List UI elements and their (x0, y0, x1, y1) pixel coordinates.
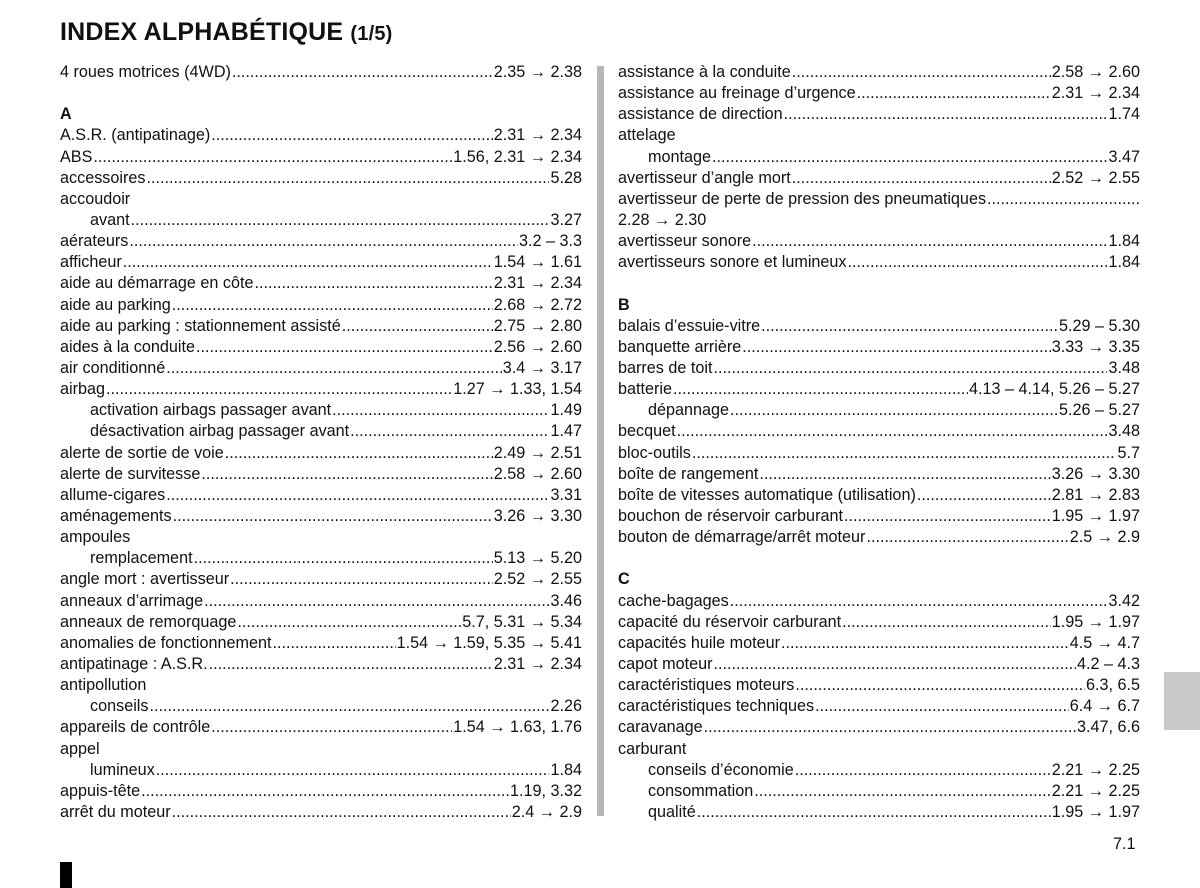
entry-page-ref: 1.54 → 1.59, 5.35 → 5.41 (396, 633, 582, 652)
index-entry (618, 83, 1140, 104)
index-column-left (60, 62, 582, 823)
dot-leader (272, 633, 395, 654)
entry-term: airbag (60, 380, 105, 399)
index-subentry (60, 760, 582, 781)
index-entry (60, 62, 582, 83)
index-entry (60, 147, 582, 168)
dot-leader (350, 421, 549, 442)
entry-page-ref: 3.42 (1108, 591, 1140, 610)
dot-leader (204, 591, 549, 612)
dot-leader (166, 358, 502, 379)
dot-leader (106, 379, 452, 400)
index-entry (60, 316, 582, 337)
entry-page-ref: 4.2 – 4.3 (1076, 654, 1140, 673)
entry-page-ref: 3.46 (550, 591, 582, 610)
index-subentry (60, 696, 582, 717)
index-entry (618, 189, 1140, 210)
entry-page-ref: 5.7 (1117, 443, 1140, 462)
entry-term: avertisseur sonore (618, 232, 752, 251)
index-subentry (618, 802, 1140, 823)
section-letter: A (60, 105, 72, 124)
index-entry (60, 337, 582, 358)
dot-leader (211, 125, 493, 146)
entry-page-ref: 1.47 (550, 422, 582, 441)
dot-leader (866, 527, 1068, 548)
index-entry (618, 358, 1140, 379)
entry-term: montage (648, 147, 711, 166)
entry-page-ref: 2.31 → 2.34 (1051, 84, 1140, 103)
entry-term: désactivation airbag passager avant (90, 422, 350, 441)
dot-leader (237, 612, 461, 633)
entry-page-ref: 3.47, 6.6 (1076, 718, 1140, 737)
entry-page-ref: 2.56 → 2.60 (493, 337, 582, 356)
spacer (618, 548, 1140, 569)
entry-page-ref: 2.52 → 2.55 (1051, 168, 1140, 187)
index-entry (60, 781, 582, 802)
dot-leader (752, 231, 1107, 252)
entry-page-ref: 1.54 → 1.61 (493, 253, 582, 272)
entry-term: conseils (90, 697, 149, 716)
dot-leader (742, 337, 1051, 358)
entry-page-ref: 1.84 (1108, 253, 1140, 272)
entry-page-ref: 1.49 (550, 401, 582, 420)
entry-term: anomalies de fonctionnement (60, 633, 272, 652)
dot-leader (173, 506, 493, 527)
index-entry (60, 591, 582, 612)
page-title (60, 18, 393, 47)
index-entry (60, 802, 582, 823)
entry-term: caractéristiques moteurs (618, 676, 795, 695)
index-entry (60, 485, 582, 506)
entry-term: bloc-outils (618, 443, 691, 462)
section-letter: C (618, 570, 630, 589)
dot-leader (781, 633, 1069, 654)
entry-page-ref: 2.81 → 2.83 (1051, 485, 1140, 504)
index-entry (60, 379, 582, 400)
index-heading: ampoules (60, 528, 131, 547)
entry-page-ref: 2.31 → 2.34 (493, 654, 582, 673)
index-entry (618, 717, 1140, 738)
entry-term: assistance au freinage d’urgence (618, 84, 856, 103)
index-entry (60, 273, 582, 294)
entry-term: aides à la conduite (60, 337, 195, 356)
index-entry (618, 591, 1140, 612)
index-entry (618, 464, 1140, 485)
entry-page-ref: 1.19, 3.32 (509, 781, 582, 800)
entry-term: consommation (648, 781, 754, 800)
entry-term: assistance à la conduite (618, 63, 791, 81)
entry-term: alerte de survitesse (60, 464, 201, 483)
entry-page-ref: 3.48 (1108, 422, 1140, 441)
entry-term: avertisseur d’angle mort (618, 168, 791, 187)
entry-page-ref: 4.5 → 4.7 (1069, 633, 1140, 652)
index-subentry (618, 400, 1140, 421)
index-entry (60, 717, 582, 738)
dot-leader (844, 506, 1051, 527)
entry-page-ref: 1.84 (550, 760, 582, 779)
chapter-tab (1164, 672, 1200, 730)
entry-page-ref: 3.47 (1108, 147, 1140, 166)
index-heading: 2.28 → 2.30 (618, 210, 707, 229)
index-entry (618, 612, 1140, 633)
dot-leader (129, 231, 518, 252)
index-entry (618, 506, 1140, 527)
index-entry (60, 231, 582, 252)
dot-leader (730, 400, 1058, 421)
entry-term: aide au démarrage en côte (60, 274, 254, 293)
entry-page-ref: 2.52 → 2.55 (493, 570, 582, 589)
entry-term: aérateurs (60, 232, 129, 251)
entry-term: lumineux (90, 760, 155, 779)
entry-term: barres de toit (618, 358, 713, 377)
title-part: (1/5) (350, 23, 393, 45)
dot-leader (342, 316, 493, 337)
entry-page-ref: 3.27 (550, 210, 582, 229)
dot-leader (792, 62, 1051, 83)
entry-term: appareils de contrôle (60, 718, 211, 737)
entry-page-ref: 1.95 → 1.97 (1051, 506, 1140, 525)
dot-leader (196, 337, 493, 358)
index-entry (618, 485, 1140, 506)
entry-page-ref: 5.7, 5.31 → 5.34 (462, 612, 582, 631)
entry-page-ref: 3.26 → 3.30 (1051, 464, 1140, 483)
index-subentry (618, 147, 1140, 168)
entry-page-ref: 1.74 (1108, 105, 1140, 124)
dot-leader (987, 189, 1139, 210)
entry-page-ref: 2.35 → 2.38 (493, 63, 582, 81)
entry-page-ref: 2.58 → 2.60 (1051, 63, 1140, 81)
index-heading: attelage (618, 126, 676, 145)
dot-leader (131, 210, 550, 231)
dot-leader (230, 569, 493, 590)
index-heading: carburant (618, 739, 687, 758)
index-entry (60, 633, 582, 654)
entry-term: avertisseurs sonore et lumineux (618, 253, 847, 272)
entry-term: aménagements (60, 506, 172, 525)
index-entry (618, 252, 1140, 273)
section-letter: B (618, 295, 630, 314)
entry-term: balais d’essuie-vitre (618, 316, 761, 335)
dot-leader (332, 400, 549, 421)
entry-term: aide au parking (60, 295, 171, 314)
dot-leader (225, 443, 493, 464)
dot-leader (209, 654, 493, 675)
dot-leader (211, 717, 452, 738)
entry-page-ref: 2.5 → 2.9 (1069, 528, 1140, 547)
entry-page-ref: 6.4 → 6.7 (1069, 697, 1140, 716)
entry-term: dépannage (648, 401, 730, 420)
entry-term: caractéristiques techniques (618, 697, 815, 716)
index-entry (618, 421, 1140, 442)
entry-term: angle mort : avertisseur (60, 570, 230, 589)
entry-term: avertisseur de perte de pression des pneumatiques (618, 189, 987, 208)
index-entry (618, 316, 1140, 337)
entry-page-ref: 6.3, 6.5 (1085, 676, 1140, 695)
corner-mark (60, 862, 72, 888)
index-entry (618, 62, 1140, 83)
entry-term: afficheur (60, 253, 122, 272)
dot-leader (172, 295, 493, 316)
index-entry (60, 569, 582, 590)
entry-term: accessoires (60, 168, 146, 187)
index-heading: appel (60, 739, 100, 758)
entry-page-ref: 2.26 (550, 697, 582, 716)
index-subentry (60, 400, 582, 421)
index-entry (60, 506, 582, 527)
dot-leader (761, 316, 1058, 337)
dot-leader (123, 252, 493, 273)
index-entry (618, 231, 1140, 252)
dot-leader (754, 781, 1051, 802)
index-entry (60, 125, 582, 146)
entry-term: caravanage (618, 718, 703, 737)
dot-leader (704, 717, 1076, 738)
entry-page-ref: 2.4 → 2.9 (511, 802, 582, 821)
dot-leader (93, 147, 452, 168)
entry-term: boîte de rangement (618, 464, 759, 483)
entry-term: anneaux d’arrimage (60, 591, 204, 610)
spacer (60, 83, 582, 104)
entry-page-ref: 2.21 → 2.25 (1051, 760, 1140, 779)
index-entry (60, 168, 582, 189)
dot-leader (166, 485, 549, 506)
entry-page-ref: 2.31 → 2.34 (493, 126, 582, 145)
dot-leader (730, 591, 1108, 612)
entry-term: alerte de sortie de voie (60, 443, 224, 462)
entry-page-ref: 1.84 (1108, 232, 1140, 251)
index-subentry (618, 781, 1140, 802)
page-number: 7.1 (1113, 835, 1136, 853)
entry-term: anneaux de remorquage (60, 612, 237, 631)
entry-term: activation airbags passager avant (90, 401, 332, 420)
dot-leader (677, 421, 1108, 442)
dot-leader (194, 548, 493, 569)
entry-term: remplacement (90, 549, 193, 568)
entry-page-ref: 2.21 → 2.25 (1051, 781, 1140, 800)
index-subentry (60, 548, 582, 569)
dot-leader (848, 252, 1108, 273)
entry-term: capot moteur (618, 654, 713, 673)
dot-leader (784, 104, 1108, 125)
index-entry (60, 252, 582, 273)
title-text: INDEX ALPHABÉTIQUE (60, 18, 344, 46)
index-entry (60, 295, 582, 316)
entry-term: allume-cigares (60, 485, 166, 504)
entry-page-ref: 5.13 → 5.20 (493, 549, 582, 568)
entry-page-ref: 2.75 → 2.80 (493, 316, 582, 335)
index-entry (618, 379, 1140, 400)
index-entry (618, 443, 1140, 464)
entry-page-ref: 5.26 – 5.27 (1058, 401, 1140, 420)
entry-page-ref: 1.95 → 1.97 (1051, 802, 1140, 821)
index-entry (60, 464, 582, 485)
entry-page-ref: 2.68 → 2.72 (493, 295, 582, 314)
entry-page-ref: 3.4 → 3.17 (502, 358, 582, 377)
index-heading: antipollution (60, 676, 147, 695)
entry-term: capacités huile moteur (618, 633, 780, 652)
spacer (618, 273, 1140, 294)
index-entry (618, 104, 1140, 125)
entry-term: aide au parking : stationnement assisté (60, 316, 341, 335)
dot-leader (146, 168, 549, 189)
dot-leader (156, 760, 550, 781)
entry-page-ref: 3.48 (1108, 358, 1140, 377)
entry-page-ref: 2.31 → 2.34 (493, 274, 582, 293)
index-entry (618, 654, 1140, 675)
index-subentry (60, 210, 582, 231)
dot-leader (692, 443, 1117, 464)
index-subentry (618, 760, 1140, 781)
dot-leader (759, 464, 1050, 485)
entry-term: bouton de démarrage/arrêt moteur (618, 528, 866, 547)
dot-leader (172, 802, 511, 823)
entry-term: appuis-tête (60, 781, 141, 800)
dot-leader (795, 675, 1085, 696)
entry-page-ref: 2.49 → 2.51 (493, 443, 582, 462)
entry-term: avant (90, 210, 130, 229)
entry-term: air conditionné (60, 358, 166, 377)
entry-page-ref: 1.27 → 1.33, 1.54 (453, 380, 582, 399)
entry-term: A.S.R. (antipatinage) (60, 126, 211, 145)
dot-leader (917, 485, 1051, 506)
dot-leader (713, 358, 1107, 379)
entry-term: qualité (648, 802, 696, 821)
entry-page-ref: 1.56, 2.31 → 2.34 (453, 147, 582, 166)
dot-leader (792, 168, 1051, 189)
index-entry (618, 633, 1140, 654)
dot-leader (697, 802, 1051, 823)
entry-term: conseils d’économie (648, 760, 794, 779)
entry-term: arrêt du moteur (60, 802, 171, 821)
entry-page-ref: 3.2 – 3.3 (518, 232, 582, 251)
entry-page-ref: 2.58 → 2.60 (493, 464, 582, 483)
dot-leader (795, 760, 1051, 781)
index-entry (60, 443, 582, 464)
dot-leader (232, 62, 493, 83)
index-heading: accoudoir (60, 189, 131, 208)
index-entry (60, 612, 582, 633)
entry-term: boîte de vitesses automatique (utilisation) (618, 485, 916, 504)
entry-page-ref: 4.13 – 4.14, 5.26 – 5.27 (968, 380, 1140, 399)
entry-page-ref: 5.28 (550, 168, 582, 187)
index-entry (618, 696, 1140, 717)
entry-page-ref: 3.31 (550, 485, 582, 504)
entry-term: cache-bagages (618, 591, 729, 610)
entry-term: antipatinage : A.S.R. (60, 654, 208, 673)
entry-page-ref: 1.95 → 1.97 (1051, 612, 1140, 631)
column-divider (597, 66, 604, 816)
dot-leader (254, 273, 492, 294)
dot-leader (141, 781, 509, 802)
entry-page-ref: 5.29 – 5.30 (1058, 316, 1140, 335)
index-entry (618, 527, 1140, 548)
dot-leader (201, 464, 492, 485)
dot-leader (857, 83, 1051, 104)
entry-term: bouchon de réservoir carburant (618, 506, 843, 525)
dot-leader (815, 696, 1069, 717)
entry-page-ref: 1.54 → 1.63, 1.76 (453, 718, 582, 737)
entry-page-ref: 3.26 → 3.30 (493, 506, 582, 525)
index-entry (618, 675, 1140, 696)
dot-leader (673, 379, 968, 400)
dot-leader (842, 612, 1051, 633)
index-entry (618, 168, 1140, 189)
entry-term: becquet (618, 422, 676, 441)
entry-term: batterie (618, 380, 672, 399)
entry-term: assistance de direction (618, 105, 783, 124)
dot-leader (149, 696, 549, 717)
entry-term: capacité du réservoir carburant (618, 612, 842, 631)
dot-leader (712, 147, 1107, 168)
dot-leader (713, 654, 1076, 675)
index-column-right (618, 62, 1140, 823)
entry-term: banquette arrière (618, 337, 742, 356)
entry-term: ABS (60, 147, 93, 166)
entry-term: 4 roues motrices (4WD) (60, 63, 231, 81)
index-entry (618, 337, 1140, 358)
index-entry (60, 358, 582, 379)
index-subentry (60, 421, 582, 442)
index-entry (60, 654, 582, 675)
entry-page-ref: 3.33 → 3.35 (1051, 337, 1140, 356)
